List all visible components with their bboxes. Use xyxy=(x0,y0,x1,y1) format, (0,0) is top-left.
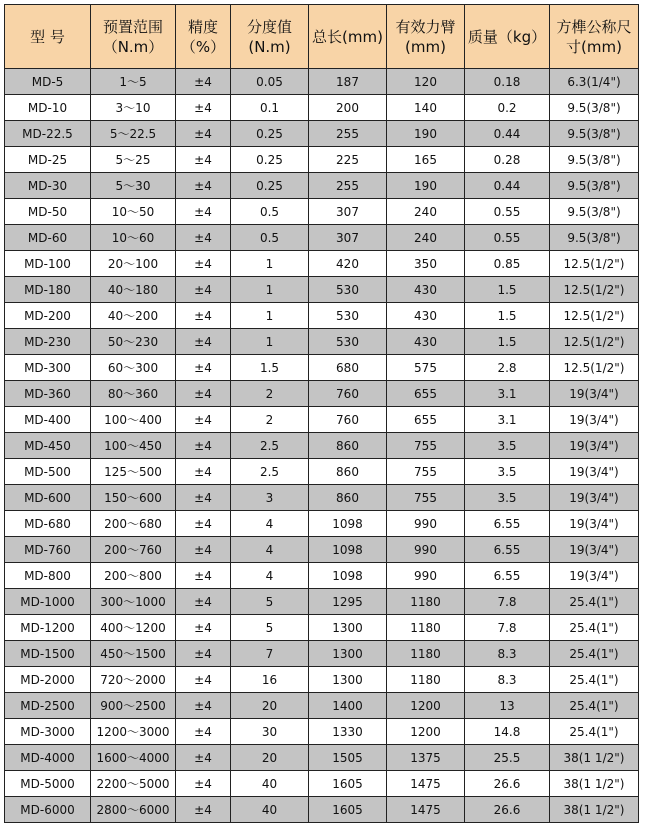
cell-effective-arm: 1200 xyxy=(387,719,465,745)
table-row xyxy=(5,69,639,95)
cell-model: MD-1500 xyxy=(5,641,91,667)
cell-effective-arm: 990 xyxy=(387,511,465,537)
cell-model: MD-180 xyxy=(5,277,91,303)
cell-total-length: 225 xyxy=(309,147,387,173)
cell-total-length: 530 xyxy=(309,277,387,303)
cell-effective-arm: 1180 xyxy=(387,667,465,693)
cell-accuracy: ±4 xyxy=(176,667,231,693)
cell-effective-arm: 430 xyxy=(387,303,465,329)
cell-effective-arm: 190 xyxy=(387,121,465,147)
cell-square-drive: 25.4(1") xyxy=(550,693,639,719)
table-row xyxy=(5,771,639,797)
cell-accuracy: ±4 xyxy=(176,381,231,407)
cell-preset-range: 400～1200 xyxy=(91,615,176,641)
cell-mass: 0.18 xyxy=(465,69,550,95)
cell-model: MD-22.5 xyxy=(5,121,91,147)
cell-effective-arm: 1200 xyxy=(387,693,465,719)
cell-total-length: 1300 xyxy=(309,615,387,641)
cell-graduation: 20 xyxy=(231,745,309,771)
cell-model: MD-760 xyxy=(5,537,91,563)
cell-model: MD-60 xyxy=(5,225,91,251)
cell-graduation: 3 xyxy=(231,485,309,511)
cell-square-drive: 9.5(3/8") xyxy=(550,173,639,199)
cell-graduation: 2.5 xyxy=(231,433,309,459)
cell-effective-arm: 430 xyxy=(387,329,465,355)
cell-accuracy: ±4 xyxy=(176,173,231,199)
cell-accuracy: ±4 xyxy=(176,797,231,823)
cell-accuracy: ±4 xyxy=(176,225,231,251)
header-total-length: 总长(mm) xyxy=(309,5,387,69)
cell-accuracy: ±4 xyxy=(176,95,231,121)
header-effective-arm: 有效力臂 (mm) xyxy=(387,5,465,69)
cell-preset-range: 900～2500 xyxy=(91,693,176,719)
cell-effective-arm: 165 xyxy=(387,147,465,173)
cell-mass: 0.55 xyxy=(465,199,550,225)
cell-total-length: 307 xyxy=(309,225,387,251)
cell-model: MD-4000 xyxy=(5,745,91,771)
cell-square-drive: 12.5(1/2") xyxy=(550,277,639,303)
cell-preset-range: 10～60 xyxy=(91,225,176,251)
cell-accuracy: ±4 xyxy=(176,407,231,433)
cell-mass: 3.5 xyxy=(465,433,550,459)
cell-effective-arm: 1180 xyxy=(387,641,465,667)
cell-total-length: 1605 xyxy=(309,797,387,823)
cell-square-drive: 9.5(3/8") xyxy=(550,95,639,121)
cell-effective-arm: 350 xyxy=(387,251,465,277)
cell-effective-arm: 1475 xyxy=(387,797,465,823)
cell-preset-range: 20～100 xyxy=(91,251,176,277)
cell-model: MD-400 xyxy=(5,407,91,433)
cell-square-drive: 19(3/4") xyxy=(550,407,639,433)
cell-preset-range: 5～22.5 xyxy=(91,121,176,147)
cell-mass: 3.1 xyxy=(465,381,550,407)
table-row xyxy=(5,667,639,693)
cell-effective-arm: 140 xyxy=(387,95,465,121)
table-row xyxy=(5,381,639,407)
header-accuracy: 精度 （%） xyxy=(176,5,231,69)
cell-preset-range: 150～600 xyxy=(91,485,176,511)
table-row xyxy=(5,615,639,641)
table-row xyxy=(5,95,639,121)
cell-square-drive: 38(1 1/2") xyxy=(550,797,639,823)
cell-model: MD-500 xyxy=(5,459,91,485)
cell-square-drive: 9.5(3/8") xyxy=(550,121,639,147)
cell-square-drive: 19(3/4") xyxy=(550,563,639,589)
table-row xyxy=(5,121,639,147)
cell-preset-range: 450～1500 xyxy=(91,641,176,667)
cell-effective-arm: 1180 xyxy=(387,615,465,641)
cell-total-length: 760 xyxy=(309,381,387,407)
cell-square-drive: 12.5(1/2") xyxy=(550,329,639,355)
table-row xyxy=(5,355,639,381)
cell-mass: 8.3 xyxy=(465,667,550,693)
cell-square-drive: 9.5(3/8") xyxy=(550,225,639,251)
cell-graduation: 1.5 xyxy=(231,355,309,381)
cell-accuracy: ±4 xyxy=(176,485,231,511)
cell-graduation: 0.1 xyxy=(231,95,309,121)
cell-accuracy: ±4 xyxy=(176,615,231,641)
table-row xyxy=(5,693,639,719)
cell-graduation: 2.5 xyxy=(231,459,309,485)
cell-model: MD-800 xyxy=(5,563,91,589)
cell-accuracy: ±4 xyxy=(176,511,231,537)
cell-total-length: 255 xyxy=(309,173,387,199)
cell-mass: 1.5 xyxy=(465,277,550,303)
table-row xyxy=(5,589,639,615)
table-row xyxy=(5,797,639,823)
cell-model: MD-230 xyxy=(5,329,91,355)
cell-preset-range: 5～25 xyxy=(91,147,176,173)
cell-model: MD-3000 xyxy=(5,719,91,745)
cell-preset-range: 125～500 xyxy=(91,459,176,485)
table-row xyxy=(5,537,639,563)
cell-graduation: 1 xyxy=(231,251,309,277)
cell-mass: 0.44 xyxy=(465,173,550,199)
cell-graduation: 5 xyxy=(231,589,309,615)
cell-accuracy: ±4 xyxy=(176,745,231,771)
cell-effective-arm: 755 xyxy=(387,485,465,511)
cell-mass: 3.5 xyxy=(465,459,550,485)
cell-square-drive: 9.5(3/8") xyxy=(550,199,639,225)
cell-accuracy: ±4 xyxy=(176,719,231,745)
cell-square-drive: 12.5(1/2") xyxy=(550,303,639,329)
cell-mass: 6.55 xyxy=(465,563,550,589)
table-row xyxy=(5,407,639,433)
cell-total-length: 1300 xyxy=(309,641,387,667)
cell-model: MD-25 xyxy=(5,147,91,173)
cell-accuracy: ±4 xyxy=(176,589,231,615)
cell-mass: 0.85 xyxy=(465,251,550,277)
cell-effective-arm: 240 xyxy=(387,199,465,225)
cell-graduation: 20 xyxy=(231,693,309,719)
header-preset-range: 预置范围 （N.m） xyxy=(91,5,176,69)
cell-total-length: 860 xyxy=(309,459,387,485)
cell-total-length: 760 xyxy=(309,407,387,433)
cell-total-length: 1098 xyxy=(309,563,387,589)
cell-model: MD-360 xyxy=(5,381,91,407)
cell-square-drive: 19(3/4") xyxy=(550,485,639,511)
cell-preset-range: 10～50 xyxy=(91,199,176,225)
cell-effective-arm: 430 xyxy=(387,277,465,303)
cell-square-drive: 6.3(1/4") xyxy=(550,69,639,95)
cell-model: MD-50 xyxy=(5,199,91,225)
cell-total-length: 860 xyxy=(309,433,387,459)
cell-model: MD-10 xyxy=(5,95,91,121)
cell-square-drive: 19(3/4") xyxy=(550,381,639,407)
cell-preset-range: 200～800 xyxy=(91,563,176,589)
cell-preset-range: 1600～4000 xyxy=(91,745,176,771)
table-row xyxy=(5,199,639,225)
cell-mass: 8.3 xyxy=(465,641,550,667)
cell-graduation: 1 xyxy=(231,277,309,303)
cell-accuracy: ±4 xyxy=(176,329,231,355)
cell-square-drive: 25.4(1") xyxy=(550,667,639,693)
cell-total-length: 530 xyxy=(309,303,387,329)
cell-mass: 6.55 xyxy=(465,511,550,537)
header-graduation: 分度值 (N.m) xyxy=(231,5,309,69)
cell-total-length: 255 xyxy=(309,121,387,147)
cell-total-length: 860 xyxy=(309,485,387,511)
cell-graduation: 4 xyxy=(231,511,309,537)
cell-preset-range: 1200～3000 xyxy=(91,719,176,745)
cell-graduation: 30 xyxy=(231,719,309,745)
cell-model: MD-2000 xyxy=(5,667,91,693)
cell-preset-range: 3～10 xyxy=(91,95,176,121)
cell-graduation: 0.5 xyxy=(231,199,309,225)
cell-square-drive: 25.4(1") xyxy=(550,641,639,667)
cell-model: MD-1200 xyxy=(5,615,91,641)
cell-graduation: 16 xyxy=(231,667,309,693)
header-mass: 质量（kg） xyxy=(465,5,550,69)
table-row xyxy=(5,563,639,589)
torque-wrench-spec-table xyxy=(4,4,639,823)
cell-accuracy: ±4 xyxy=(176,199,231,225)
table-row xyxy=(5,277,639,303)
cell-square-drive: 25.4(1") xyxy=(550,615,639,641)
table-row xyxy=(5,173,639,199)
cell-preset-range: 40～200 xyxy=(91,303,176,329)
cell-graduation: 5 xyxy=(231,615,309,641)
cell-preset-range: 200～680 xyxy=(91,511,176,537)
cell-total-length: 1605 xyxy=(309,771,387,797)
cell-graduation: 1 xyxy=(231,303,309,329)
cell-graduation: 0.25 xyxy=(231,147,309,173)
cell-model: MD-1000 xyxy=(5,589,91,615)
cell-preset-range: 5～30 xyxy=(91,173,176,199)
cell-graduation: 0.05 xyxy=(231,69,309,95)
cell-graduation: 0.25 xyxy=(231,173,309,199)
cell-mass: 13 xyxy=(465,693,550,719)
cell-model: MD-30 xyxy=(5,173,91,199)
cell-preset-range: 100～400 xyxy=(91,407,176,433)
cell-preset-range: 100～450 xyxy=(91,433,176,459)
cell-total-length: 1400 xyxy=(309,693,387,719)
cell-square-drive: 12.5(1/2") xyxy=(550,355,639,381)
cell-mass: 2.8 xyxy=(465,355,550,381)
cell-total-length: 1098 xyxy=(309,537,387,563)
cell-accuracy: ±4 xyxy=(176,121,231,147)
header-model: 型 号 xyxy=(5,5,91,69)
cell-square-drive: 19(3/4") xyxy=(550,433,639,459)
cell-mass: 1.5 xyxy=(465,329,550,355)
cell-effective-arm: 990 xyxy=(387,563,465,589)
cell-accuracy: ±4 xyxy=(176,771,231,797)
cell-square-drive: 38(1 1/2") xyxy=(550,745,639,771)
cell-total-length: 420 xyxy=(309,251,387,277)
cell-total-length: 530 xyxy=(309,329,387,355)
cell-graduation: 40 xyxy=(231,771,309,797)
cell-mass: 25.5 xyxy=(465,745,550,771)
cell-preset-range: 50～230 xyxy=(91,329,176,355)
cell-graduation: 1 xyxy=(231,329,309,355)
cell-square-drive: 19(3/4") xyxy=(550,537,639,563)
cell-effective-arm: 655 xyxy=(387,407,465,433)
table-row xyxy=(5,511,639,537)
cell-preset-range: 60～300 xyxy=(91,355,176,381)
cell-total-length: 1295 xyxy=(309,589,387,615)
cell-accuracy: ±4 xyxy=(176,69,231,95)
cell-model: MD-5000 xyxy=(5,771,91,797)
table-row xyxy=(5,147,639,173)
cell-mass: 1.5 xyxy=(465,303,550,329)
table-row xyxy=(5,225,639,251)
table-row xyxy=(5,641,639,667)
cell-mass: 0.44 xyxy=(465,121,550,147)
cell-graduation: 4 xyxy=(231,537,309,563)
cell-mass: 0.55 xyxy=(465,225,550,251)
cell-graduation: 2 xyxy=(231,381,309,407)
cell-accuracy: ±4 xyxy=(176,355,231,381)
cell-effective-arm: 655 xyxy=(387,381,465,407)
cell-graduation: 2 xyxy=(231,407,309,433)
table-row xyxy=(5,459,639,485)
cell-graduation: 0.25 xyxy=(231,121,309,147)
table-row xyxy=(5,485,639,511)
cell-effective-arm: 755 xyxy=(387,433,465,459)
cell-preset-range: 720～2000 xyxy=(91,667,176,693)
cell-graduation: 0.5 xyxy=(231,225,309,251)
cell-square-drive: 19(3/4") xyxy=(550,459,639,485)
cell-mass: 3.5 xyxy=(465,485,550,511)
cell-graduation: 7 xyxy=(231,641,309,667)
cell-accuracy: ±4 xyxy=(176,563,231,589)
cell-square-drive: 19(3/4") xyxy=(550,511,639,537)
cell-accuracy: ±4 xyxy=(176,433,231,459)
cell-preset-range: 2800～6000 xyxy=(91,797,176,823)
cell-mass: 7.8 xyxy=(465,615,550,641)
cell-mass: 0.28 xyxy=(465,147,550,173)
cell-total-length: 1098 xyxy=(309,511,387,537)
table-row xyxy=(5,745,639,771)
table-header xyxy=(5,5,639,69)
cell-square-drive: 25.4(1") xyxy=(550,719,639,745)
table-row xyxy=(5,303,639,329)
cell-model: MD-6000 xyxy=(5,797,91,823)
cell-square-drive: 9.5(3/8") xyxy=(550,147,639,173)
cell-preset-range: 2200～5000 xyxy=(91,771,176,797)
cell-square-drive: 12.5(1/2") xyxy=(550,251,639,277)
cell-accuracy: ±4 xyxy=(176,303,231,329)
cell-preset-range: 40～180 xyxy=(91,277,176,303)
cell-model: MD-2500 xyxy=(5,693,91,719)
cell-preset-range: 80～360 xyxy=(91,381,176,407)
cell-total-length: 1330 xyxy=(309,719,387,745)
cell-preset-range: 1～5 xyxy=(91,69,176,95)
cell-accuracy: ±4 xyxy=(176,537,231,563)
cell-model: MD-600 xyxy=(5,485,91,511)
cell-mass: 6.55 xyxy=(465,537,550,563)
cell-total-length: 307 xyxy=(309,199,387,225)
cell-effective-arm: 755 xyxy=(387,459,465,485)
cell-total-length: 200 xyxy=(309,95,387,121)
cell-mass: 26.6 xyxy=(465,797,550,823)
cell-accuracy: ±4 xyxy=(176,251,231,277)
cell-total-length: 1505 xyxy=(309,745,387,771)
table-body xyxy=(5,69,639,823)
table-row xyxy=(5,251,639,277)
cell-effective-arm: 240 xyxy=(387,225,465,251)
cell-graduation: 40 xyxy=(231,797,309,823)
cell-accuracy: ±4 xyxy=(176,641,231,667)
cell-square-drive: 25.4(1") xyxy=(550,589,639,615)
cell-total-length: 1300 xyxy=(309,667,387,693)
cell-accuracy: ±4 xyxy=(176,277,231,303)
cell-mass: 3.1 xyxy=(465,407,550,433)
cell-model: MD-680 xyxy=(5,511,91,537)
cell-model: MD-200 xyxy=(5,303,91,329)
table-row xyxy=(5,433,639,459)
cell-total-length: 187 xyxy=(309,69,387,95)
cell-model: MD-5 xyxy=(5,69,91,95)
cell-square-drive: 38(1 1/2") xyxy=(550,771,639,797)
cell-effective-arm: 1375 xyxy=(387,745,465,771)
cell-total-length: 680 xyxy=(309,355,387,381)
cell-mass: 14.8 xyxy=(465,719,550,745)
cell-mass: 7.8 xyxy=(465,589,550,615)
table-row xyxy=(5,719,639,745)
cell-accuracy: ±4 xyxy=(176,693,231,719)
cell-accuracy: ±4 xyxy=(176,147,231,173)
header-row xyxy=(5,5,639,69)
cell-effective-arm: 575 xyxy=(387,355,465,381)
cell-mass: 0.2 xyxy=(465,95,550,121)
cell-effective-arm: 190 xyxy=(387,173,465,199)
cell-effective-arm: 1475 xyxy=(387,771,465,797)
cell-model: MD-450 xyxy=(5,433,91,459)
cell-preset-range: 200～760 xyxy=(91,537,176,563)
cell-effective-arm: 1180 xyxy=(387,589,465,615)
header-square-drive: 方榫公称尺 寸(mm) xyxy=(550,5,639,69)
cell-preset-range: 300～1000 xyxy=(91,589,176,615)
cell-mass: 26.6 xyxy=(465,771,550,797)
table-row xyxy=(5,329,639,355)
cell-model: MD-300 xyxy=(5,355,91,381)
cell-effective-arm: 990 xyxy=(387,537,465,563)
cell-graduation: 4 xyxy=(231,563,309,589)
cell-accuracy: ±4 xyxy=(176,459,231,485)
cell-model: MD-100 xyxy=(5,251,91,277)
cell-effective-arm: 120 xyxy=(387,69,465,95)
